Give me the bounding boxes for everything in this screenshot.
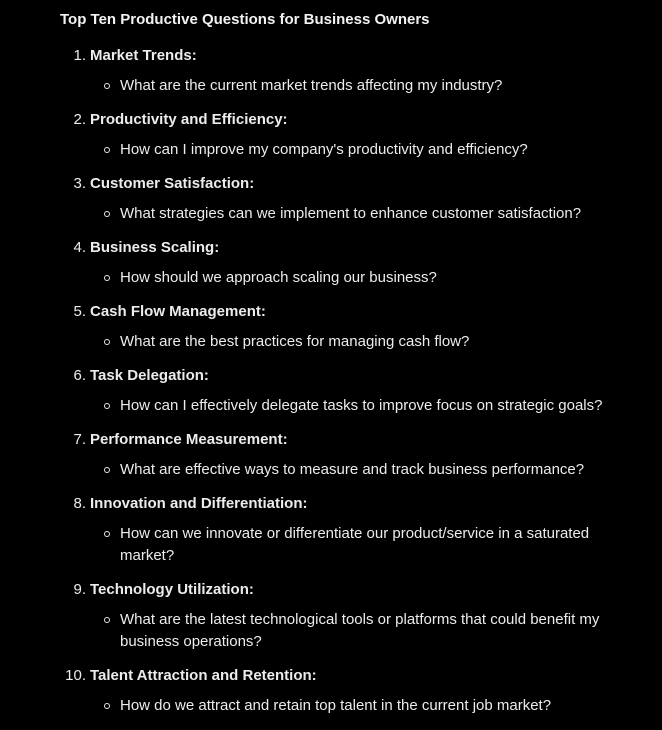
question-text: What are the best practices for managing cash flow? [120,333,470,350]
list-item [60,666,650,717]
list-item [60,238,650,289]
document-title: Top Ten Productive Questions for Business Owners [60,11,430,28]
question-text: What are effective ways to measure and track business performance? [120,461,585,478]
document [60,10,650,730]
sub-list [60,267,650,289]
sub-list [60,609,650,653]
sub-list-item [60,331,650,353]
list-item-heading-row [60,302,650,322]
question-text: What are the latest technological tools or platforms that could benefit my business operations? [120,611,600,650]
list-item [60,110,650,161]
list-item-heading-row [60,494,650,514]
list-item-number: 8. [73,495,86,512]
list-item-heading: Talent Attraction and Retention: [90,667,317,684]
sub-list [60,75,650,97]
list-item-heading-row [60,580,650,600]
sub-list-item [60,203,650,225]
list-item-heading: Performance Measurement: [90,431,288,448]
list-item-heading: Cash Flow Management: [90,303,266,320]
list-item-heading-row [60,366,650,386]
bullet-icon [60,695,120,717]
bullet-icon [60,331,120,353]
sub-list [60,523,650,567]
sub-list-item [60,139,650,161]
list-item-heading-row [60,110,650,130]
sub-list-item [60,267,650,289]
sub-list [60,395,650,417]
sub-list [60,331,650,353]
list-item-number: 5. [73,303,86,320]
sub-list [60,459,650,481]
list-item [60,580,650,653]
list-item-heading: Task Delegation: [90,367,209,384]
question-text: How can I improve my company's productivity and efficiency? [120,141,528,158]
list-item-heading-row [60,430,650,450]
list-item-heading-row [60,174,650,194]
list-item-number: 4. [73,239,86,256]
list-item-number: 2. [73,111,86,128]
list-item [60,46,650,97]
question-text: How can we innovate or differentiate our product/service in a saturated market? [120,525,590,564]
list-item [60,174,650,225]
bullet-icon [60,609,120,653]
list-item-number-cell [60,302,90,322]
list-item-heading-row [60,666,650,686]
list-item-heading: Market Trends: [90,47,197,64]
bullet-icon [60,203,120,225]
list-item [60,302,650,353]
question-text: What strategies can we implement to enhance customer satisfaction? [120,205,582,222]
list-item [60,430,650,481]
question-list [60,46,650,717]
list-item-heading-row [60,46,650,66]
sub-list-item [60,459,650,481]
sub-list [60,203,650,225]
bullet-icon [60,395,120,417]
list-item-number: 3. [73,175,86,192]
list-item-number: 9. [73,581,86,598]
list-item-heading: Customer Satisfaction: [90,175,255,192]
list-item [60,494,650,567]
sub-list-item [60,395,650,417]
list-item-number: 10. [65,667,86,684]
sub-list-item [60,609,650,653]
list-item [60,366,650,417]
list-item-number-cell [60,366,90,386]
question-text: How do we attract and retain top talent in the current job market? [120,697,552,714]
question-text: How can I effectively delegate tasks to improve focus on strategic goals? [120,397,603,414]
bullet-icon [60,139,120,161]
list-item-number-cell [60,580,90,600]
question-text: What are the current market trends affecting my industry? [120,77,503,94]
list-item-number-cell [60,238,90,258]
list-item-heading: Productivity and Efficiency: [90,111,288,128]
list-item-number-cell [60,666,90,686]
sub-list [60,139,650,161]
list-item-number-cell [60,430,90,450]
list-item-number: 1. [73,47,86,64]
sub-list-item [60,523,650,567]
list-item-number-cell [60,494,90,514]
list-item-number: 6. [73,367,86,384]
list-item-heading: Innovation and Differentiation: [90,495,308,512]
list-item-heading: Technology Utilization: [90,581,254,598]
sub-list [60,695,650,717]
bullet-icon [60,267,120,289]
list-item-number: 7. [73,431,86,448]
sub-list-item [60,695,650,717]
list-item-heading-row [60,238,650,258]
list-item-heading: Business Scaling: [90,239,220,256]
bullet-icon [60,75,120,97]
list-item-number-cell [60,110,90,130]
question-text: How should we approach scaling our business? [120,269,437,286]
list-item-number-cell [60,46,90,66]
list-item-number-cell [60,174,90,194]
sub-list-item [60,75,650,97]
bullet-icon [60,459,120,481]
bullet-icon [60,523,120,567]
